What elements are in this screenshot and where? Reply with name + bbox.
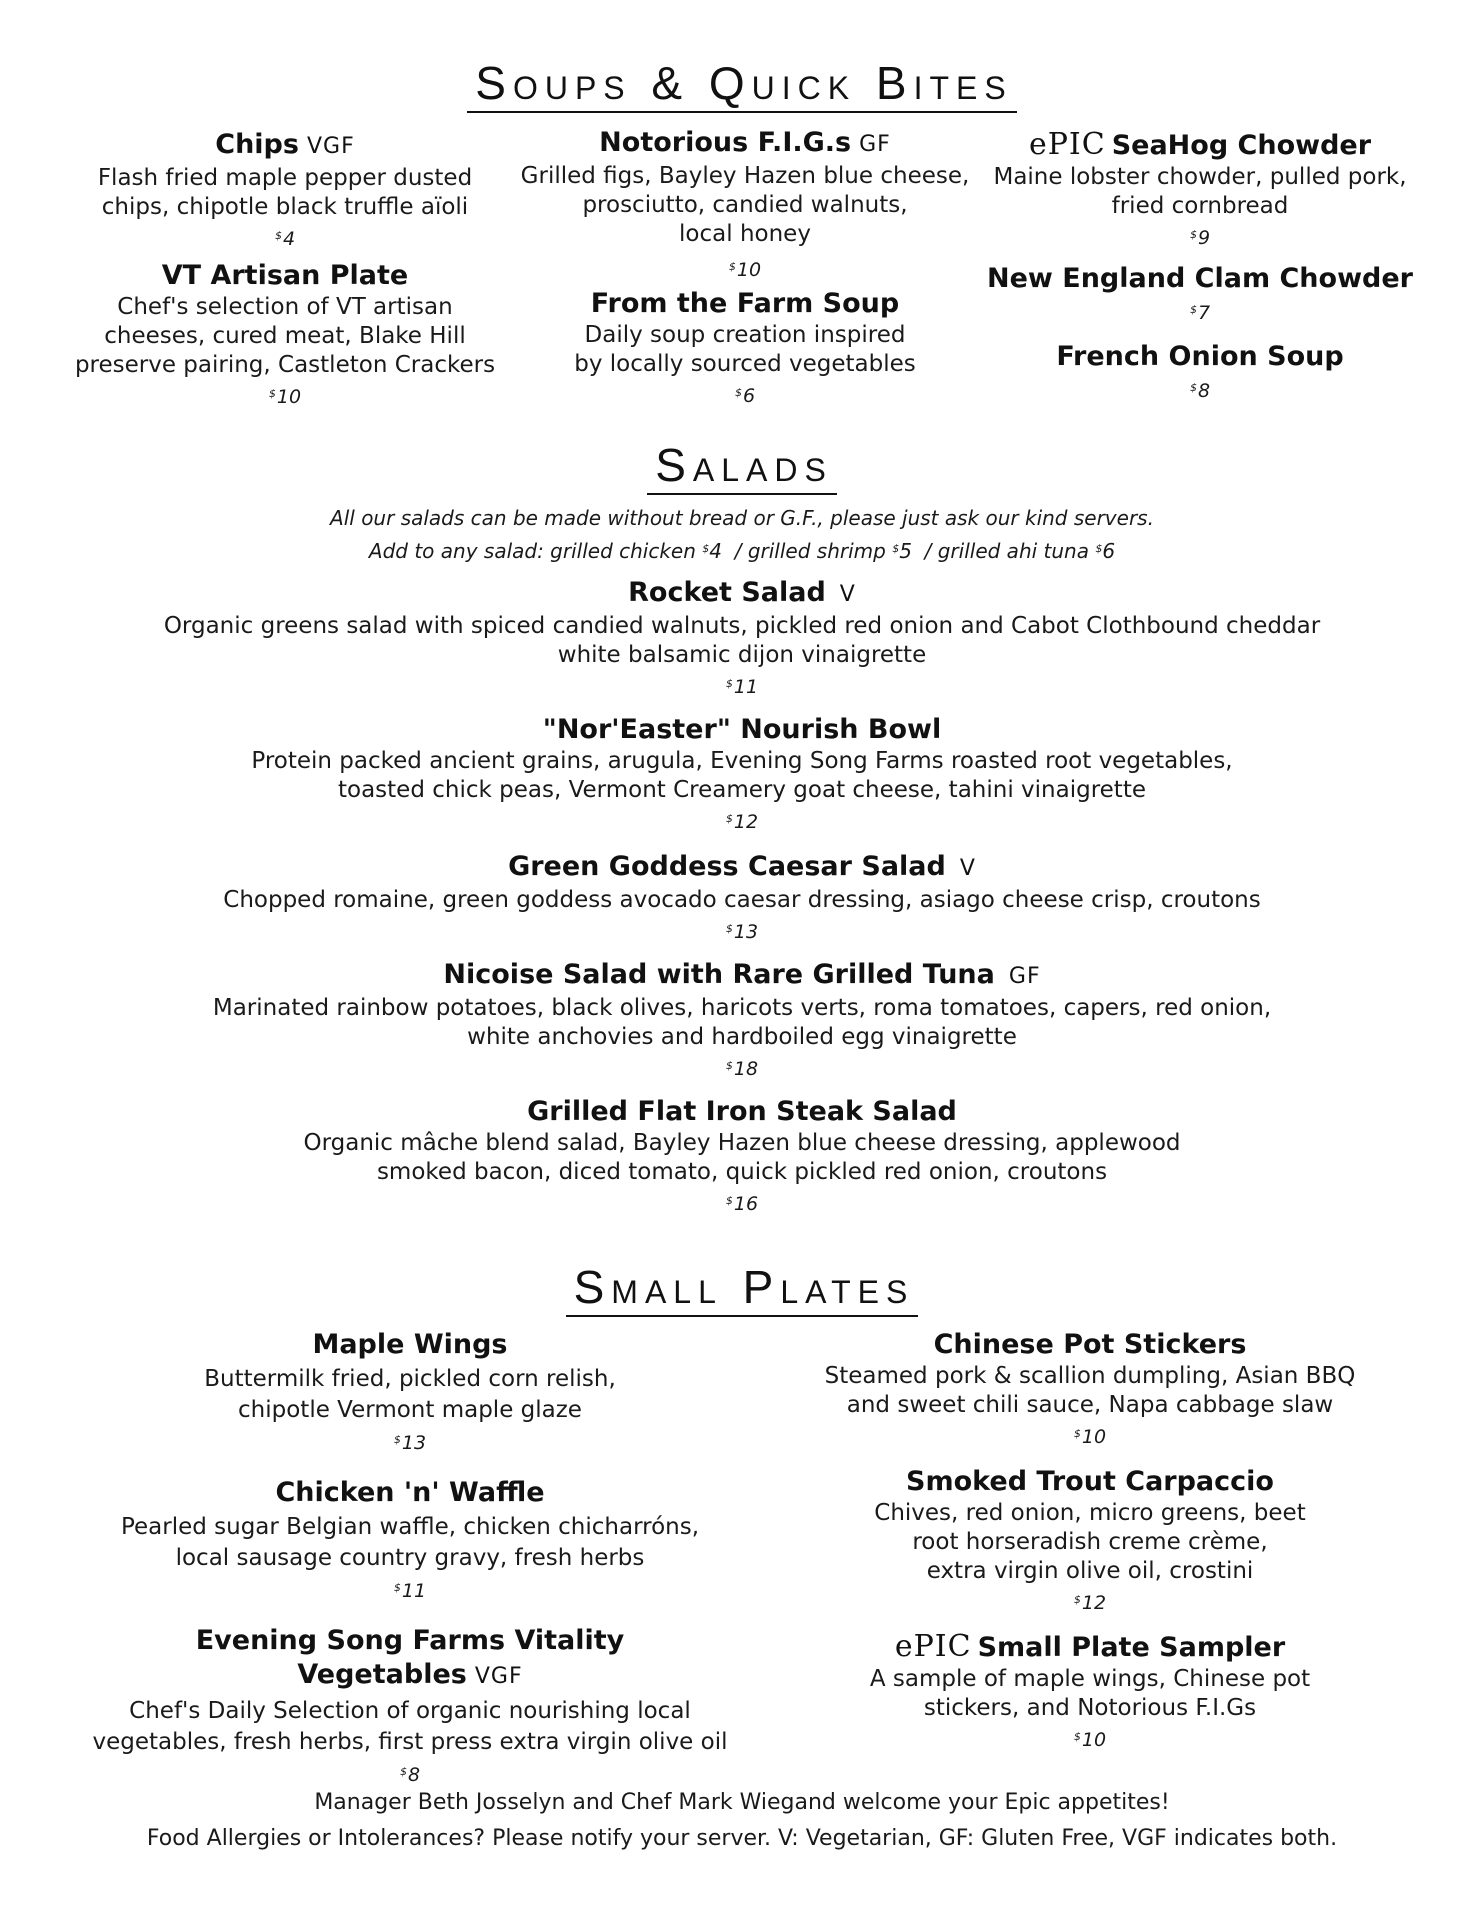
price: $10 bbox=[268, 386, 302, 408]
price: $10 bbox=[728, 259, 762, 281]
menu-item-clam-chowder: New England Clam Chowder $7 bbox=[975, 262, 1425, 325]
section-title-salads: Salads bbox=[0, 438, 1484, 492]
price: $6 bbox=[734, 385, 756, 407]
price: $13 bbox=[725, 921, 759, 943]
section-title-small-plates: Small Plates bbox=[0, 1260, 1484, 1314]
footer-welcome: Manager Beth Josselyn and Chef Mark Wiegand welcome your Epic appetites! bbox=[314, 1790, 1170, 1815]
price: $10 bbox=[1073, 1729, 1107, 1751]
salad-note: All our salads can be made without bread or G.F., please just ask our kind servers. bbox=[330, 506, 1154, 530]
footer-allergy-note: Food Allergies or Intolerances? Please notify your server. V: Vegetarian, GF: Gluten Free, VGF indicates both. bbox=[146, 1826, 1338, 1851]
price: $11 bbox=[393, 1580, 427, 1602]
price: $8 bbox=[399, 1764, 421, 1786]
menu-item-plate-sampler: ePIC Small Plate Sampler A sample of maple wings, Chinese pot stickers, and Notorious F.I.Gs $10 bbox=[790, 1630, 1390, 1752]
price: $18 bbox=[725, 1058, 759, 1080]
price: $16 bbox=[725, 1193, 759, 1215]
menu-item-french-onion-soup: French Onion Soup $8 bbox=[975, 340, 1425, 403]
diet-tag: GF bbox=[859, 132, 891, 157]
diet-tag: VGF bbox=[474, 1664, 523, 1689]
menu-item-nicoise-salad: Nicoise Salad with Rare Grilled Tuna GF Marinated rainbow potatoes, black olives, haricots verts, roma tomatoes, capers, red onion, white anchovies and hardboiled egg vinaigrette $18 bbox=[100, 958, 1384, 1081]
diet-tag: GF bbox=[1008, 964, 1041, 989]
price: $8 bbox=[1189, 380, 1211, 402]
menu-item-rocket-salad: Rocket Salad V Organic greens salad with spiced candied walnuts, pickled red onion and Cabot Clothbound cheddar white balsamic dijon vinaigrette $11 bbox=[100, 576, 1384, 699]
epic-logo: ePIC bbox=[1028, 127, 1106, 162]
menu-item-farm-soup: From the Farm Soup Daily soup creation inspired by locally sourced vegetables $6 bbox=[520, 287, 970, 408]
diet-tag: V bbox=[959, 856, 976, 881]
price: $13 bbox=[393, 1432, 427, 1454]
menu-item-trout-carpaccio: Smoked Trout Carpaccio Chives, red onion, micro greens, beet root horseradish creme crème, extra virgin olive oil, crostini $12 bbox=[790, 1465, 1390, 1615]
price: $4 bbox=[274, 228, 296, 250]
menu-item-noreaster-bowl: "Nor'Easter" Nourish Bowl Protein packed ancient grains, arugula, Evening Song Farms roasted root vegetables, toasted chick peas, Vermont Creamery goat cheese, tahini vinaigrette $12 bbox=[100, 713, 1384, 834]
price: $12 bbox=[725, 811, 759, 833]
menu-item-vt-artisan-plate: VT Artisan Plate Chef's selection of VT artisan cheeses, cured meat, Blake Hill preserve pairing, Castleton Crackers $10 bbox=[60, 259, 510, 409]
menu-item-maple-wings: Maple Wings Buttermilk fried, pickled corn relish, chipotle Vermont maple glaze $13 bbox=[100, 1328, 720, 1455]
menu-item-vitality-vegetables: Evening Song Farms Vitality Vegetables VGF Chef's Daily Selection of organic nourishing local vegetables, fresh herbs, first press extra virgin olive oil $8 bbox=[80, 1624, 740, 1787]
epic-logo: ePIC bbox=[894, 1629, 972, 1664]
diet-tag: V bbox=[839, 582, 856, 607]
menu-item-steak-salad: Grilled Flat Iron Steak Salad Organic mâche blend salad, Bayley Hazen blue cheese dressing, applewood smoked bacon, diced tomato, quick pickled red onion, croutons $16 bbox=[100, 1095, 1384, 1216]
menu-item-caesar-salad: Green Goddess Caesar Salad V Chopped romaine, green goddess avocado caesar dressing, asiago cheese crisp, croutons $13 bbox=[100, 850, 1384, 944]
menu-item-notorious-figs: Notorious F.I.G.s GF Grilled figs, Bayley Hazen blue cheese, prosciutto, candied walnuts, local honey $10 bbox=[510, 126, 980, 282]
price: $10 bbox=[1073, 1426, 1107, 1448]
menu-item-pot-stickers: Chinese Pot Stickers Steamed pork & scallion dumpling, Asian BBQ and sweet chili sauce, Napa cabbage slaw $10 bbox=[790, 1328, 1390, 1449]
price: $7 bbox=[1189, 302, 1211, 324]
salad-addons-note: Add to any salad: grilled chicken $4 / grilled shrimp $5 / grilled ahi tuna $6 bbox=[368, 539, 1116, 563]
price: $9 bbox=[1189, 227, 1211, 249]
menu-item-chips: Chips VGF Flash fried maple pepper dusted chips, chipotle black truffle aïoli $4 bbox=[70, 128, 500, 251]
price: $11 bbox=[725, 676, 759, 698]
menu-item-chicken-waffle: Chicken 'n' Waffle Pearled sugar Belgian waffle, chicken chicharróns, local sausage country gravy, fresh herbs $11 bbox=[100, 1476, 720, 1603]
menu-item-seahog-chowder: ePIC SeaHog Chowder Maine lobster chowder, pulled pork, fried cornbread $9 bbox=[975, 128, 1425, 250]
price: $12 bbox=[1073, 1592, 1107, 1614]
section-title-soups: Soups & Quick Bites bbox=[0, 56, 1484, 110]
diet-tag: VGF bbox=[306, 134, 355, 159]
